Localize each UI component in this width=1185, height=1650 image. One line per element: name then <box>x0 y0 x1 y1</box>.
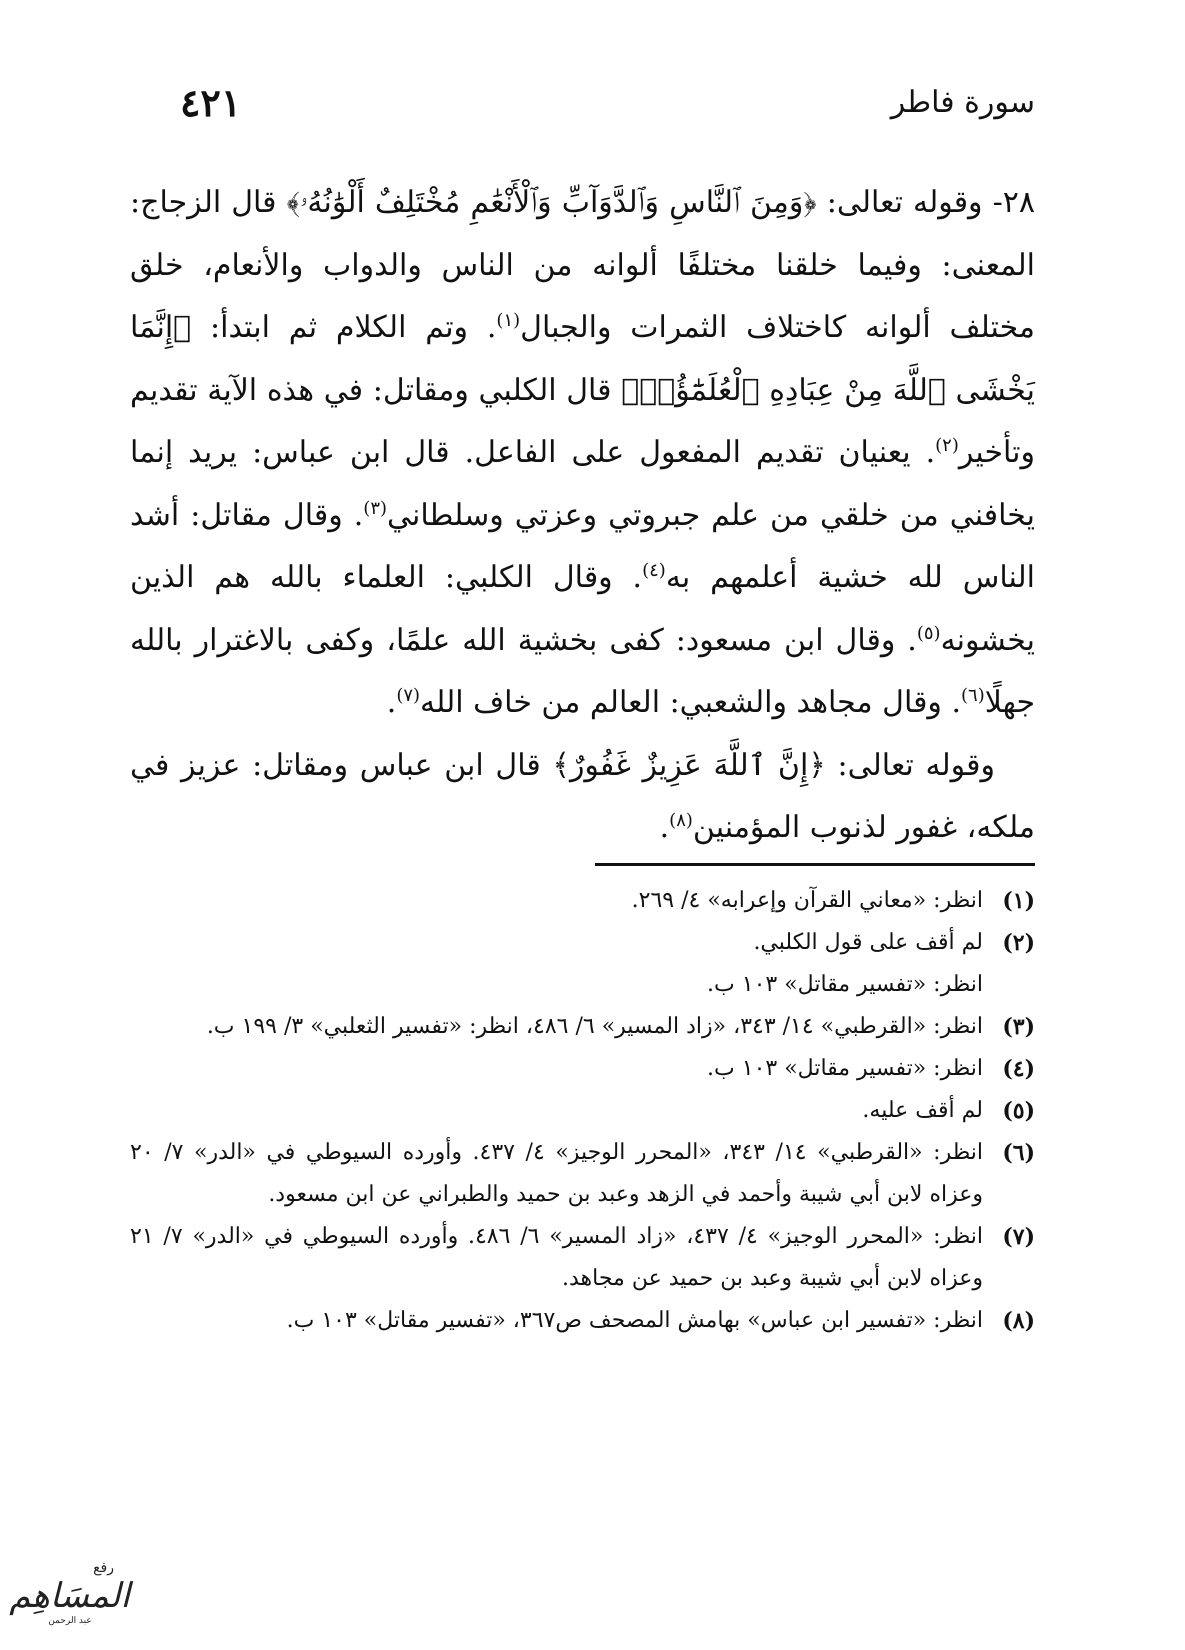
footnote-text: لم أقف على قول الكلبي. <box>753 930 983 955</box>
text-segment: . وقال مجاهد والشعبي: العالم من خاف الله <box>420 685 961 720</box>
stamp-main-text: المسَاهِم <box>9 1576 130 1616</box>
footnote-ref[interactable]: (٨) <box>669 810 693 831</box>
footnote-number: (٨) <box>1002 1308 1035 1334</box>
footnote-text: انظر: «القرطبي» ١٤/ ٣٤٣، «المحرر الوجيز» ٤/ ٤٣٧. وأورده السيوطي في «الدر» ٧/ ٢٠ وعزاه لابن أبي شيبة وأحمد في الزهد وعبد بن حميد والطبراني عن ابن مسعود. <box>130 1140 984 1207</box>
footnote-item <box>130 1090 1035 1132</box>
text-segment: . وقال ابن مسعود: كفى بخشية الله علمًا، وكفى بالاغترار بالله جهلًا <box>130 622 1035 720</box>
footnote-number: (٤) <box>1002 1056 1035 1082</box>
footnote-text: انظر: «معاني القرآن وإعرابه» ٤/ ٢٦٩. <box>631 888 983 913</box>
footnote-item <box>130 922 1035 964</box>
text-segment: . يعنيان تقديم المفعول على الفاعل. قال ابن عباس: يريد إنما يخافني من خلقي من علم جبروتي وعزتي وسلطاني <box>130 435 1035 533</box>
footnotes <box>130 880 1035 1342</box>
footnote-number: (٥) <box>1002 1098 1035 1124</box>
footnote-number: (٢) <box>1002 930 1035 956</box>
main-text <box>130 172 1035 860</box>
stamp-bottom-text: عبد الرحمن <box>48 1616 92 1626</box>
text-segment: . <box>386 685 397 720</box>
text-segment: . وقال مقاتل: أشد الناس لله خشية أعلمهم به <box>130 497 1035 595</box>
footnote-ref[interactable]: (٥) <box>916 622 941 644</box>
footnote-continuation: انظر: «تفسير مقاتل» ١٠٣ ب. <box>707 972 983 997</box>
quran-quote: ﴿إِنَّمَا يَخْشَى ٱللَّهَ مِنْ عِبَادِهِ ٱلْعُلَمَٰٓؤُا۟﴾ <box>130 310 1036 408</box>
footnote-text: انظر: «تفسير ابن عباس» بهامش المصحف ص٣٦٧، «تفسير مقاتل» ١٠٣ ب. <box>286 1308 983 1333</box>
text-segment: . <box>659 810 670 845</box>
text-segment: قال ابن عباس ومقاتل: عزيز في ملكه، غفور لذنوب المؤمنين <box>130 747 1035 845</box>
footnote-ref[interactable]: (٤) <box>642 560 666 581</box>
footnote-number: (٧) <box>1002 1224 1035 1250</box>
text-segment: . وتم الكلام ثم ابتدأ: <box>191 310 497 345</box>
footnote-text: انظر: «المحرر الوجيز» ٤/ ٤٣٧، «زاد المسير» ٦/ ٤٨٦. وأورده السيوطي في «الدر» ٧/ ٢١ وعزاه لابن أبي شيبة وعبد بن حميد عن مجاهد. <box>130 1224 983 1291</box>
quran-quote: ﴿وَمِنَ ٱلنَّاسِ وَٱلدَّوَآبِّ وَٱلْأَنْعَٰمِ مُخْتَلِفٌ أَلْوَٰنُهُۥ﴾ <box>286 185 817 220</box>
footnote-item <box>130 1132 1035 1216</box>
text-segment: قال الكلبي ومقاتل: في هذه الآية تقديم وتأخير <box>130 372 1035 470</box>
paragraph-verse-28 <box>130 172 1035 735</box>
stamp-top-text: رفع <box>93 1560 114 1576</box>
text-segment: . وقال الكلبي: العلماء بالله هم الذين يخشونه <box>130 560 1035 658</box>
footnote-text: انظر: «القرطبي» ١٤/ ٣٤٣، «زاد المسير» ٦/ ٤٨٦، انظر: «تفسير الثعلبي» ٣/ ١٩٩ ب. <box>206 1014 983 1039</box>
footnote-ref[interactable]: (٢) <box>935 435 959 456</box>
paragraph-aziz-ghafur <box>130 735 1035 860</box>
footnote-number: (١) <box>1002 888 1035 914</box>
footnote-divider <box>595 863 1035 866</box>
footnote-item <box>130 1006 1035 1048</box>
page-number: ٤٢١ <box>180 79 242 125</box>
quran-quote: ﴿إِنَّ ٱللَّهَ عَزِيزٌ غَفُورٌ﴾ <box>552 747 826 783</box>
footnote-ref[interactable]: (٦) <box>960 685 985 706</box>
verse-lead: ٢٨- وقوله تعالى: <box>816 185 1035 220</box>
footnote-text: انظر: «تفسير مقاتل» ١٠٣ ب. <box>707 1056 983 1081</box>
verse-lead: وقوله تعالى: <box>825 747 996 783</box>
page-header <box>180 72 1035 132</box>
text-segment: قال الزجاج: المعنى: وفيما خلقنا مختلفًا ألوانه من الناس والدواب والأنعام، خلق مختلف ألوانه كاختلاف الثمرات والجبال <box>130 185 1036 345</box>
footnote-ref[interactable]: (٣) <box>363 497 388 519</box>
footnote-item <box>130 1300 1035 1342</box>
footnote-item <box>130 1048 1035 1090</box>
footnote-item <box>130 1216 1035 1300</box>
surah-title: سورة فاطر <box>890 84 1035 120</box>
footnote-text: لم أقف عليه. <box>862 1098 983 1123</box>
library-stamp-logo <box>10 1560 130 1638</box>
footnote-item <box>130 880 1035 922</box>
footnote-number: (٦) <box>1002 1140 1035 1166</box>
footnote-ref[interactable]: (٧) <box>396 685 421 706</box>
footnote-ref[interactable]: (١) <box>496 310 521 331</box>
footnote-number: (٣) <box>1002 1014 1035 1040</box>
